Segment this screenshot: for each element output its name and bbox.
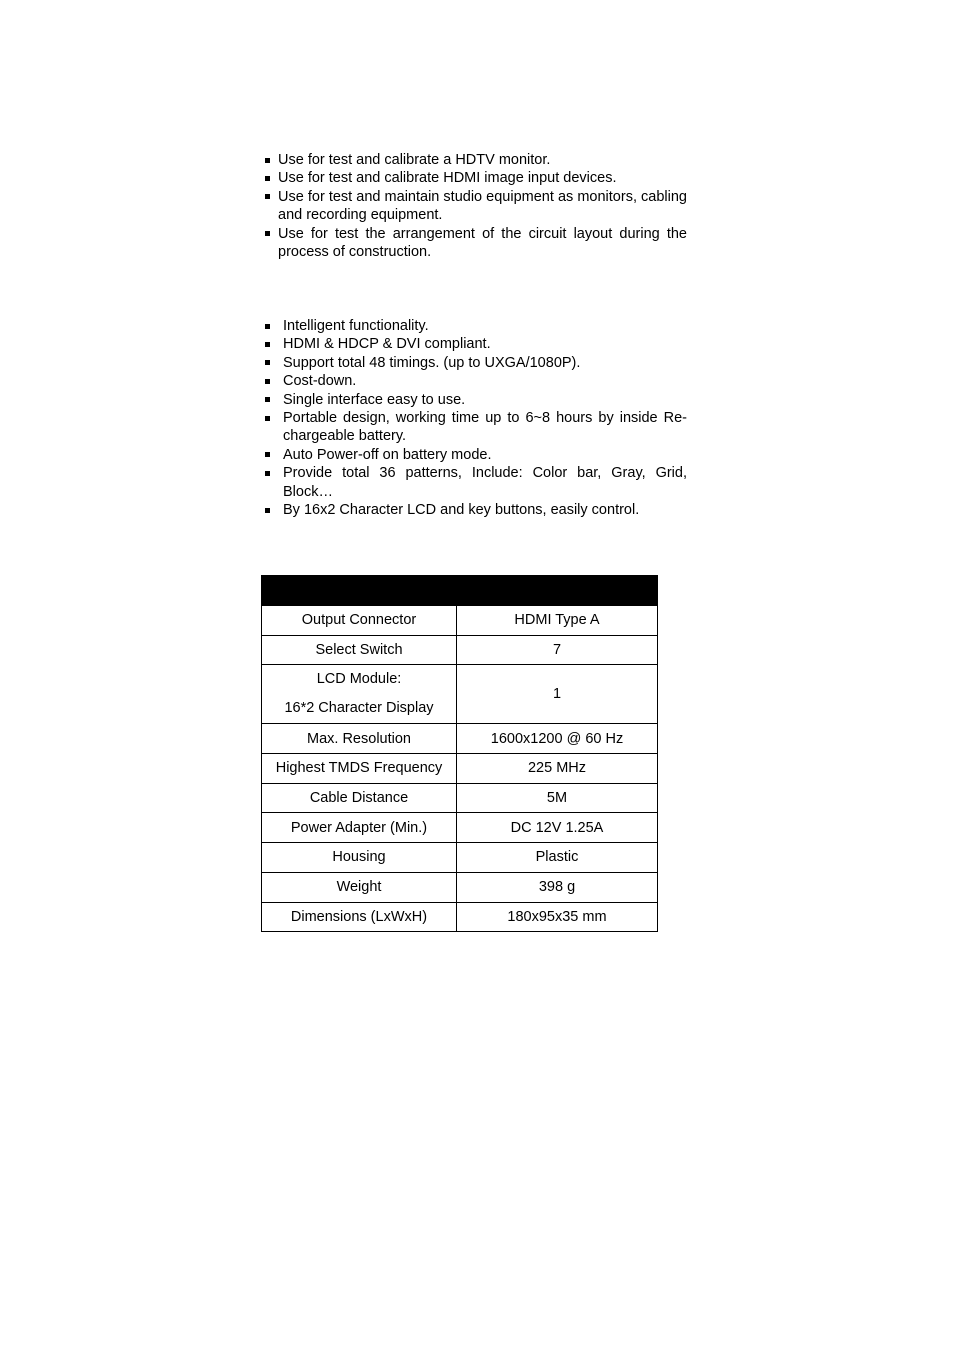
spec-value: 180x95x35 mm xyxy=(457,902,658,932)
table-row xyxy=(262,724,658,754)
bullet-icon xyxy=(265,452,270,457)
spec-label: Power Adapter (Min.) xyxy=(262,813,457,843)
bullet-icon xyxy=(265,471,270,476)
list-item: Auto Power-off on battery mode. xyxy=(262,446,687,464)
spec-label-line: 16*2 Character Display xyxy=(284,700,434,717)
list-item: Use for test the arrangement of the circuit layout during the process of construction. xyxy=(262,225,687,262)
spec-label: Weight xyxy=(262,872,457,902)
spec-label xyxy=(262,665,457,724)
bullet-icon xyxy=(265,158,270,163)
list-item: Use for test and calibrate HDMI image input devices. xyxy=(262,169,687,187)
spec-label: Housing xyxy=(262,843,457,873)
table-row xyxy=(262,813,658,843)
table-row xyxy=(262,606,658,636)
specifications-table xyxy=(261,575,658,932)
bullet-icon xyxy=(265,176,270,181)
list-item: Support total 48 timings. (up to UXGA/1080P). xyxy=(262,354,687,372)
features-list xyxy=(262,317,687,519)
table-row xyxy=(262,665,658,724)
bullet-icon xyxy=(265,342,270,347)
table-row xyxy=(262,902,658,932)
spec-label: Max. Resolution xyxy=(262,724,457,754)
bullet-icon xyxy=(265,379,270,384)
spec-label: Highest TMDS Frequency xyxy=(262,754,457,784)
spec-value: DC 12V 1.25A xyxy=(457,813,658,843)
header-cell xyxy=(457,576,658,606)
spec-value: Plastic xyxy=(457,843,658,873)
bullet-icon xyxy=(265,324,270,329)
spec-value: 398 g xyxy=(457,872,658,902)
spec-value: 7 xyxy=(457,635,658,665)
spec-value: HDMI Type A xyxy=(457,606,658,636)
list-item: Use for test and calibrate a HDTV monitor. xyxy=(262,151,687,169)
bullet-icon xyxy=(265,360,270,365)
bullet-icon xyxy=(265,194,270,199)
spec-label: Select Switch xyxy=(262,635,457,665)
table-row xyxy=(262,754,658,784)
table-row xyxy=(262,872,658,902)
bullet-icon xyxy=(265,416,270,421)
applications-list xyxy=(262,151,687,261)
spec-label-line: LCD Module: xyxy=(316,671,402,688)
list-item: Cost-down. xyxy=(262,372,687,390)
bullet-icon xyxy=(265,397,270,402)
bullet-icon xyxy=(265,508,270,513)
spec-label: Cable Distance xyxy=(262,783,457,813)
table-row xyxy=(262,635,658,665)
spec-value: 225 MHz xyxy=(457,754,658,784)
header-cell xyxy=(262,576,457,606)
table-row xyxy=(262,783,658,813)
spec-label: Output Connector xyxy=(262,606,457,636)
list-item: Provide total 36 patterns, Include: Color bar, Gray, Grid, Block… xyxy=(262,464,687,501)
table-row xyxy=(262,843,658,873)
list-item: Use for test and maintain studio equipment as monitors, cabling and recording equipment. xyxy=(262,188,687,225)
spec-value: 5M xyxy=(457,783,658,813)
bullet-icon xyxy=(265,231,270,236)
list-item: HDMI & HDCP & DVI compliant. xyxy=(262,335,687,353)
list-item: Portable design, working time up to 6~8 hours by inside Re-chargeable battery. xyxy=(262,409,687,446)
spec-label: Dimensions (LxWxH) xyxy=(262,902,457,932)
list-item: Intelligent functionality. xyxy=(262,317,687,335)
spec-value: 1600x1200 @ 60 Hz xyxy=(457,724,658,754)
list-item: By 16x2 Character LCD and key buttons, easily control. xyxy=(262,501,687,519)
list-item: Single interface easy to use. xyxy=(262,391,687,409)
table-header-row xyxy=(262,576,658,606)
spec-value: 1 xyxy=(457,665,658,724)
